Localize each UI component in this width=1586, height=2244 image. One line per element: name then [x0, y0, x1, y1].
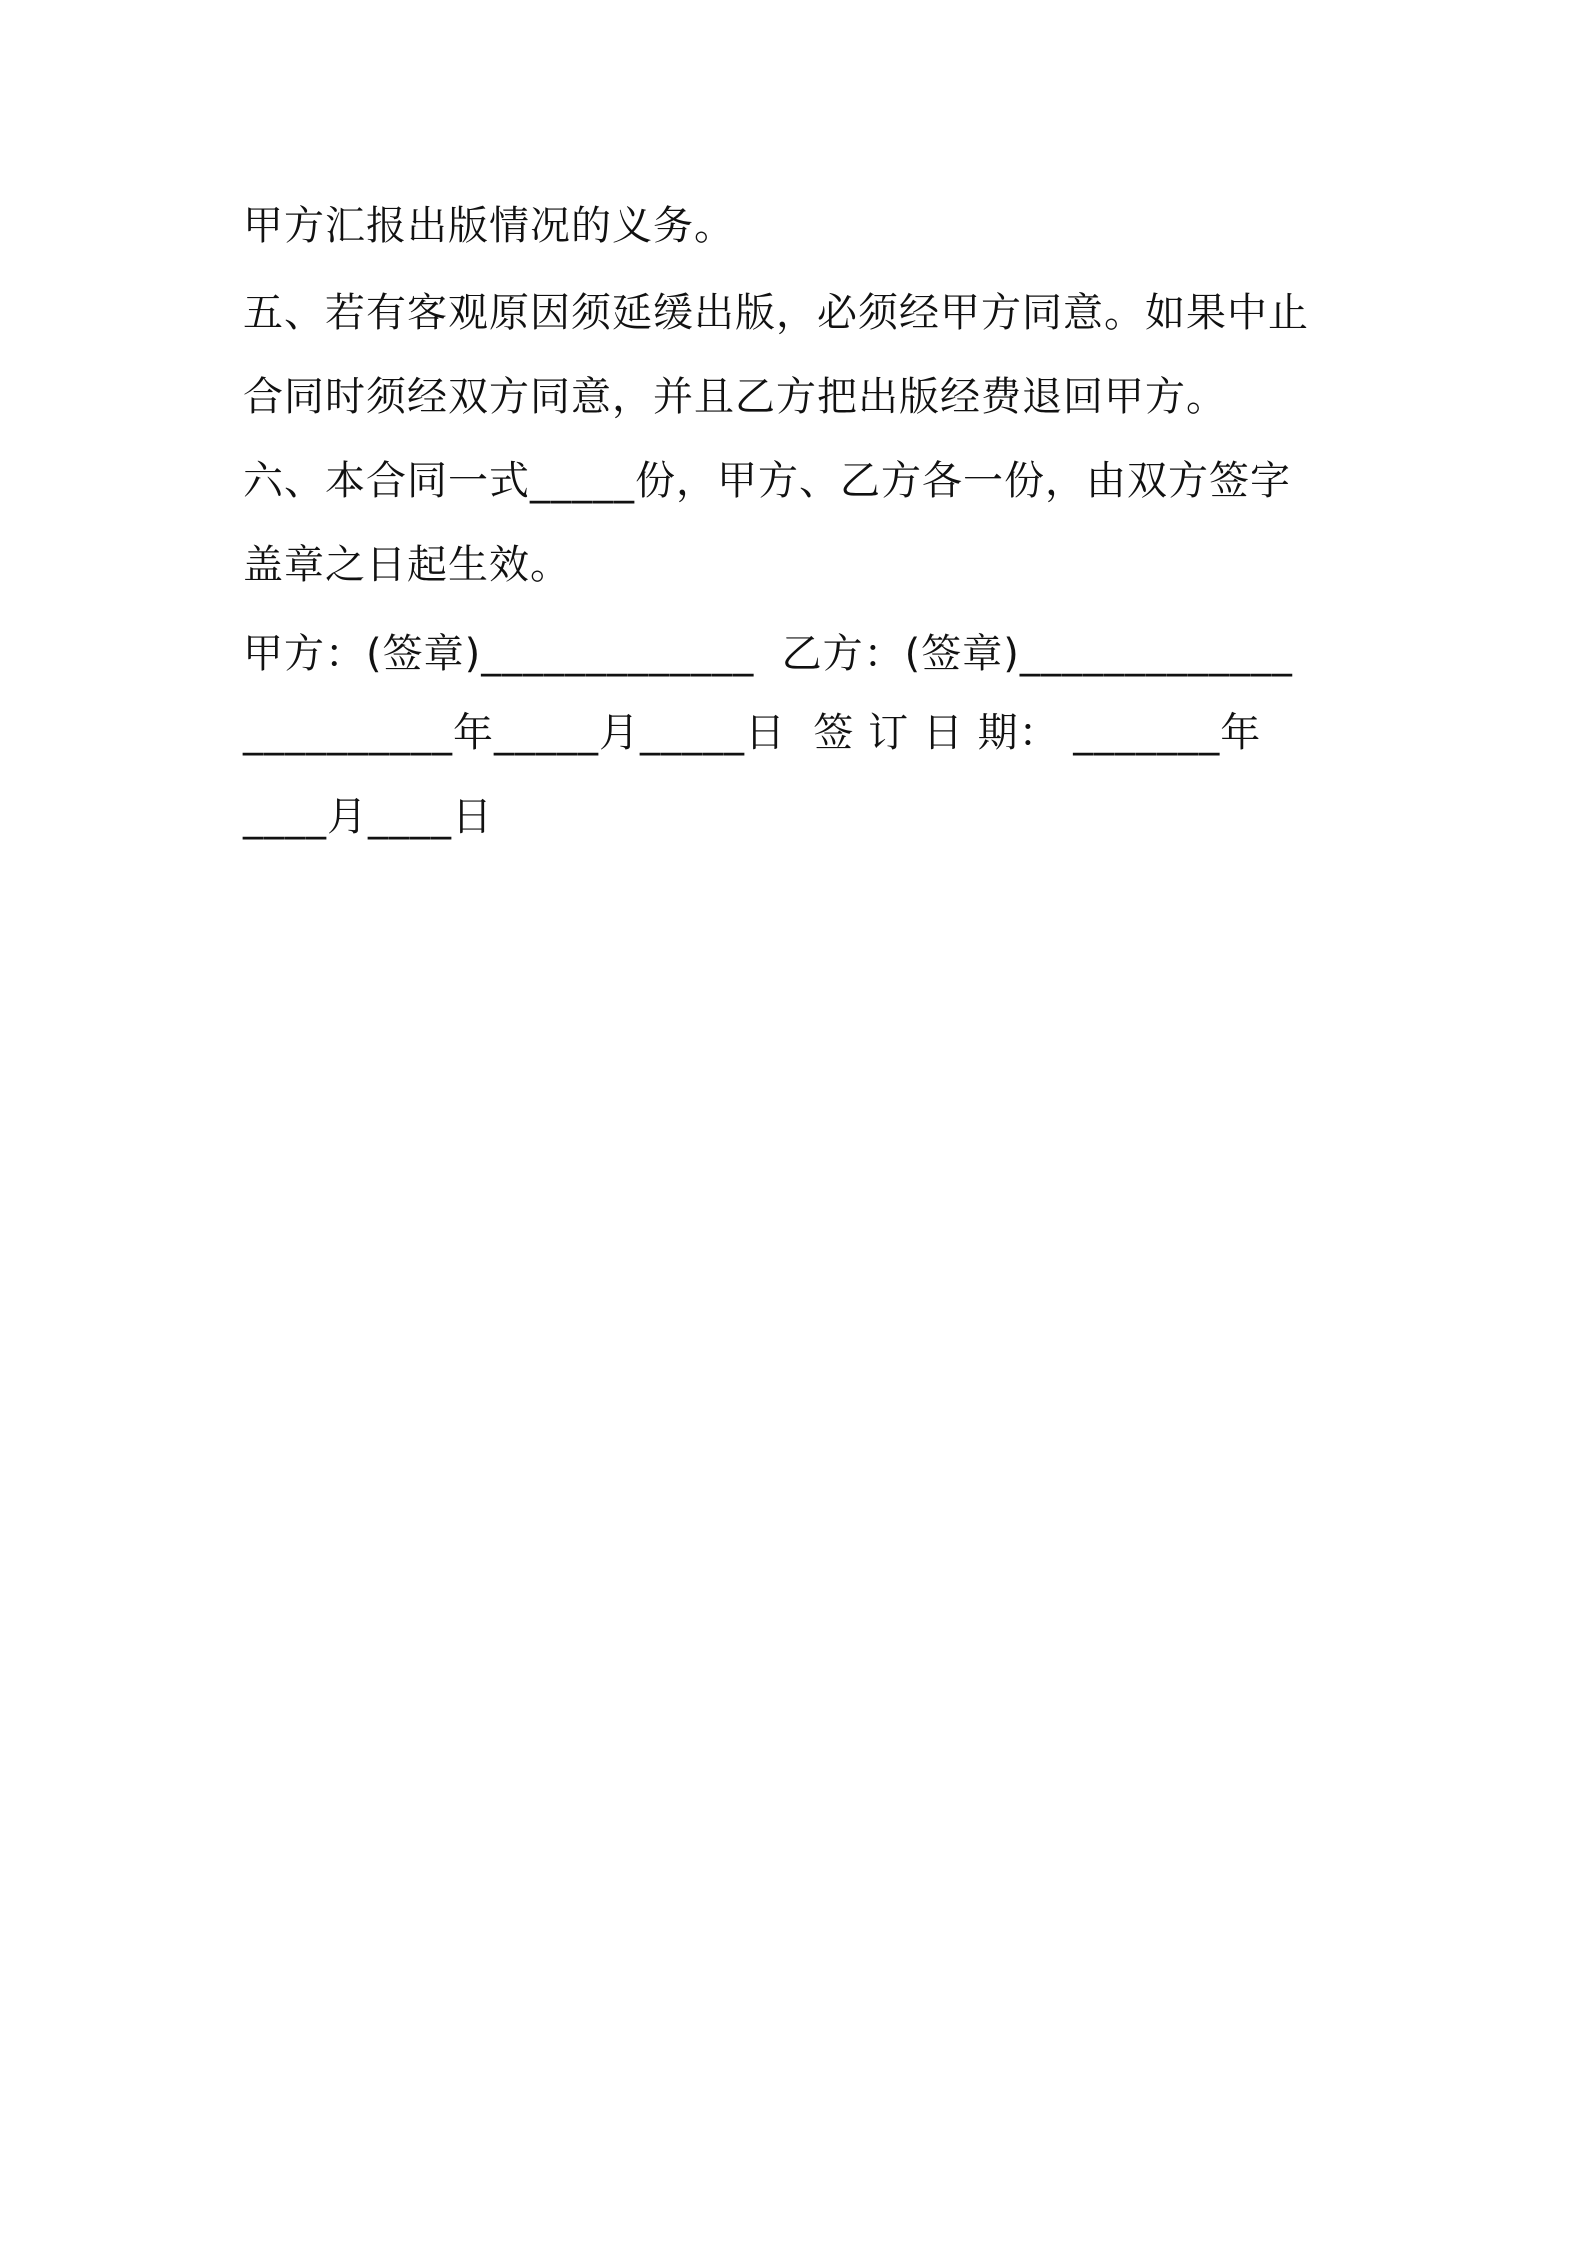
- text-line-clause-six-part-2: 盖章之日起生效。: [243, 542, 571, 588]
- date-line-signing-part-2: ____月____日: [243, 794, 493, 840]
- text-line-clause-five-part-2: 合同时须经双方同意，并且乙方把出版经费退回甲方。: [243, 374, 1227, 420]
- signature-line-parties: 甲方：(签章)_____________ 乙方：(签章)_____________: [243, 631, 1293, 677]
- text-line-publishing-report-duty: 甲方汇报出版情况的义务。: [243, 203, 735, 249]
- date-line-signing-part-1: __________年_____月_____日 签 订 日 期： _______年: [243, 710, 1262, 756]
- text-line-clause-six-part-1: 六、本合同一式_____份，甲方、乙方各一份，由双方签字: [243, 458, 1291, 504]
- text-line-clause-five-part-1: 五、若有客观原因须延缓出版，必须经甲方同意。如果中止: [243, 290, 1309, 336]
